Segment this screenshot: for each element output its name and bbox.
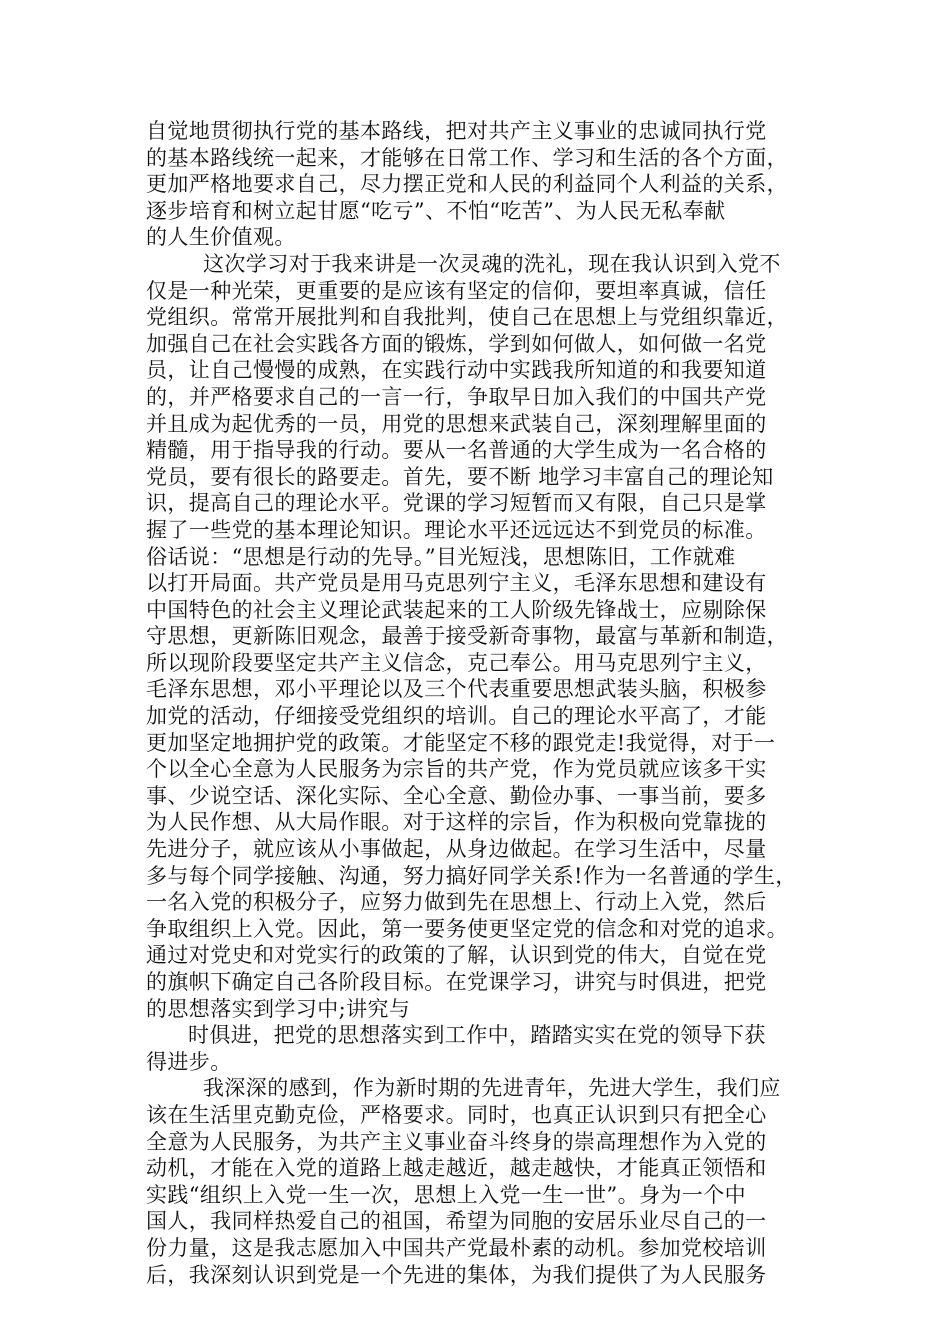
text-line: 先进分子，就应该从小事做起，从身边做起。在学习生活中，尽量 bbox=[146, 837, 767, 862]
text-line: 握了一些党的基本理论知识。理论水平还远远达不到党员的标准。 bbox=[146, 517, 767, 542]
text-line: 该在生活里克勤克俭，严格要求。同时，也真正认识到只有把全心 bbox=[146, 1102, 767, 1127]
text-line: 为人民作想、从大局作眼。对于这样的宗旨，作为积极向党靠拢的 bbox=[146, 810, 767, 835]
text-line: 以打开局面。共产党员是用马克思列宁主义，毛泽东思想和建设有 bbox=[146, 571, 767, 596]
text-line: 的思想落实到学习中;讲究与 bbox=[146, 996, 411, 1021]
text-line: 的基本路线统一起来，才能够在日常工作、学习和生活的各个方面， bbox=[146, 145, 788, 170]
text-line: 俗话说：“思想是行动的先导。”目光短浅，思想陈旧，工作就难 bbox=[146, 544, 736, 569]
text-line: 识，提高自己的理论水平。党课的学习短暂而又有限，自己只是掌 bbox=[146, 491, 767, 516]
text-line: 的人生价值观。 bbox=[146, 225, 296, 250]
text-line: 争取组织上入党。因此，第一要务使更坚定党的信念和对党的追求。 bbox=[146, 916, 788, 941]
text-line: 加党的活动，仔细接受党组织的培训。自己的理论水平高了，才能 bbox=[146, 704, 767, 729]
text-line: 得进步。 bbox=[146, 1049, 232, 1074]
text-line: 实践“组织上入党一生一次，思想上入党一生一世”。身为一个中 bbox=[146, 1182, 747, 1207]
text-line: 份力量，这是我志愿加入中国共产党最朴素的动机。参加党校培训 bbox=[146, 1235, 767, 1260]
text-line: 全意为人民服务，为共产主义事业奋斗终身的崇高理想作为入党的 bbox=[146, 1129, 767, 1154]
paragraph-start-line: 这次学习对于我来讲是一次灵魂的洗礼，现在我认识到入党不 bbox=[203, 251, 781, 276]
paragraph-start-line: 时俱进，把党的思想落实到工作中，踏踏实实在党的领导下获 bbox=[188, 1023, 766, 1048]
text-line: 并且成为起优秀的一员，用党的思想来武装自己，深刻理解里面的 bbox=[146, 411, 767, 436]
text-line: 事、少说空话、深化实际、全心全意、勤俭办事、一事当前，要多 bbox=[146, 783, 767, 808]
text-line: 更加坚定地拥护党的政策。才能坚定不移的跟党走!我觉得，对于一 bbox=[146, 730, 776, 755]
text-line: 毛泽东思想，邓小平理论以及三个代表重要思想武装头脑，积极参 bbox=[146, 677, 767, 702]
text-line: 中国特色的社会主义理论武装起来的工人阶级先锋战士，应剔除保 bbox=[146, 597, 767, 622]
text-line: 党员，要有很长的路要走。首先，要不断 地学习丰富自己的理论知 bbox=[146, 464, 774, 489]
document-body bbox=[146, 118, 818, 1288]
text-line: 逐步培育和树立起甘愿“吃亏”、不怕“吃苦”、为人民无私奉献 bbox=[146, 198, 726, 223]
text-line: 自觉地贯彻执行党的基本路线，把对共产主义事业的忠诚同执行党 bbox=[146, 119, 767, 143]
text-line: 员，让自己慢慢的成熟，在实践行动中实践我所知道的和我要知道 bbox=[146, 358, 767, 383]
text-line: 后，我深刻认识到党是一个先进的集体，为我们提供了为人民服务 bbox=[146, 1262, 767, 1287]
text-line: 多与每个同学接触、沟通，努力搞好同学关系!作为一名普通的学生， bbox=[146, 863, 797, 888]
text-line: 个以全心全意为人民服务为宗旨的共产党，作为党员就应该多干实 bbox=[146, 757, 767, 782]
text-line: 党组织。常常开展批判和自我批判，使自己在思想上与党组织靠近， bbox=[146, 305, 788, 330]
text-line: 加强自己在社会实践各方面的锻炼，学到如何做人，如何做一名党 bbox=[146, 331, 767, 356]
text-line: 更加严格地要求自己，尽力摆正党和人民的利益同个人利益的关系， bbox=[146, 172, 788, 197]
text-line: 通过对党史和对党实行的政策的了解，认识到党的伟大，自觉在党 bbox=[146, 943, 767, 968]
text-line: 守思想，更新陈旧观念，最善于接受新奇事物，最富与革新和制造， bbox=[146, 624, 788, 649]
text-line: 一名入党的积极分子，应努力做到先在思想上、行动上入党，然后 bbox=[146, 890, 767, 915]
text-line: 仅是一种光荣，更重要的是应该有坚定的信仰，要坦率真诚，信任 bbox=[146, 278, 767, 303]
paragraph-start-line: 我深深的感到，作为新时期的先进青年，先进大学生，我们应 bbox=[203, 1076, 781, 1101]
text-line: 国人，我同样热爱自己的祖国，希望为同胞的安居乐业尽自己的一 bbox=[146, 1209, 767, 1234]
text-line: 精髓，用于指导我的行动。要从一名普通的大学生成为一名合格的 bbox=[146, 438, 767, 463]
text-line: 所以现阶段要坚定共产主义信念，克己奉公。用马克思列宁主义， bbox=[146, 650, 767, 675]
text-line: 的旗帜下确定自己各阶段目标。在党课学习，讲究与时俱进，把党 bbox=[146, 970, 767, 994]
text-line: 动机，才能在入党的道路上越走越近，越走越快，才能真正领悟和 bbox=[146, 1156, 767, 1181]
text-line: 的，并严格要求自己的一言一行，争取早日加入我们的中国共产党 bbox=[146, 384, 767, 409]
